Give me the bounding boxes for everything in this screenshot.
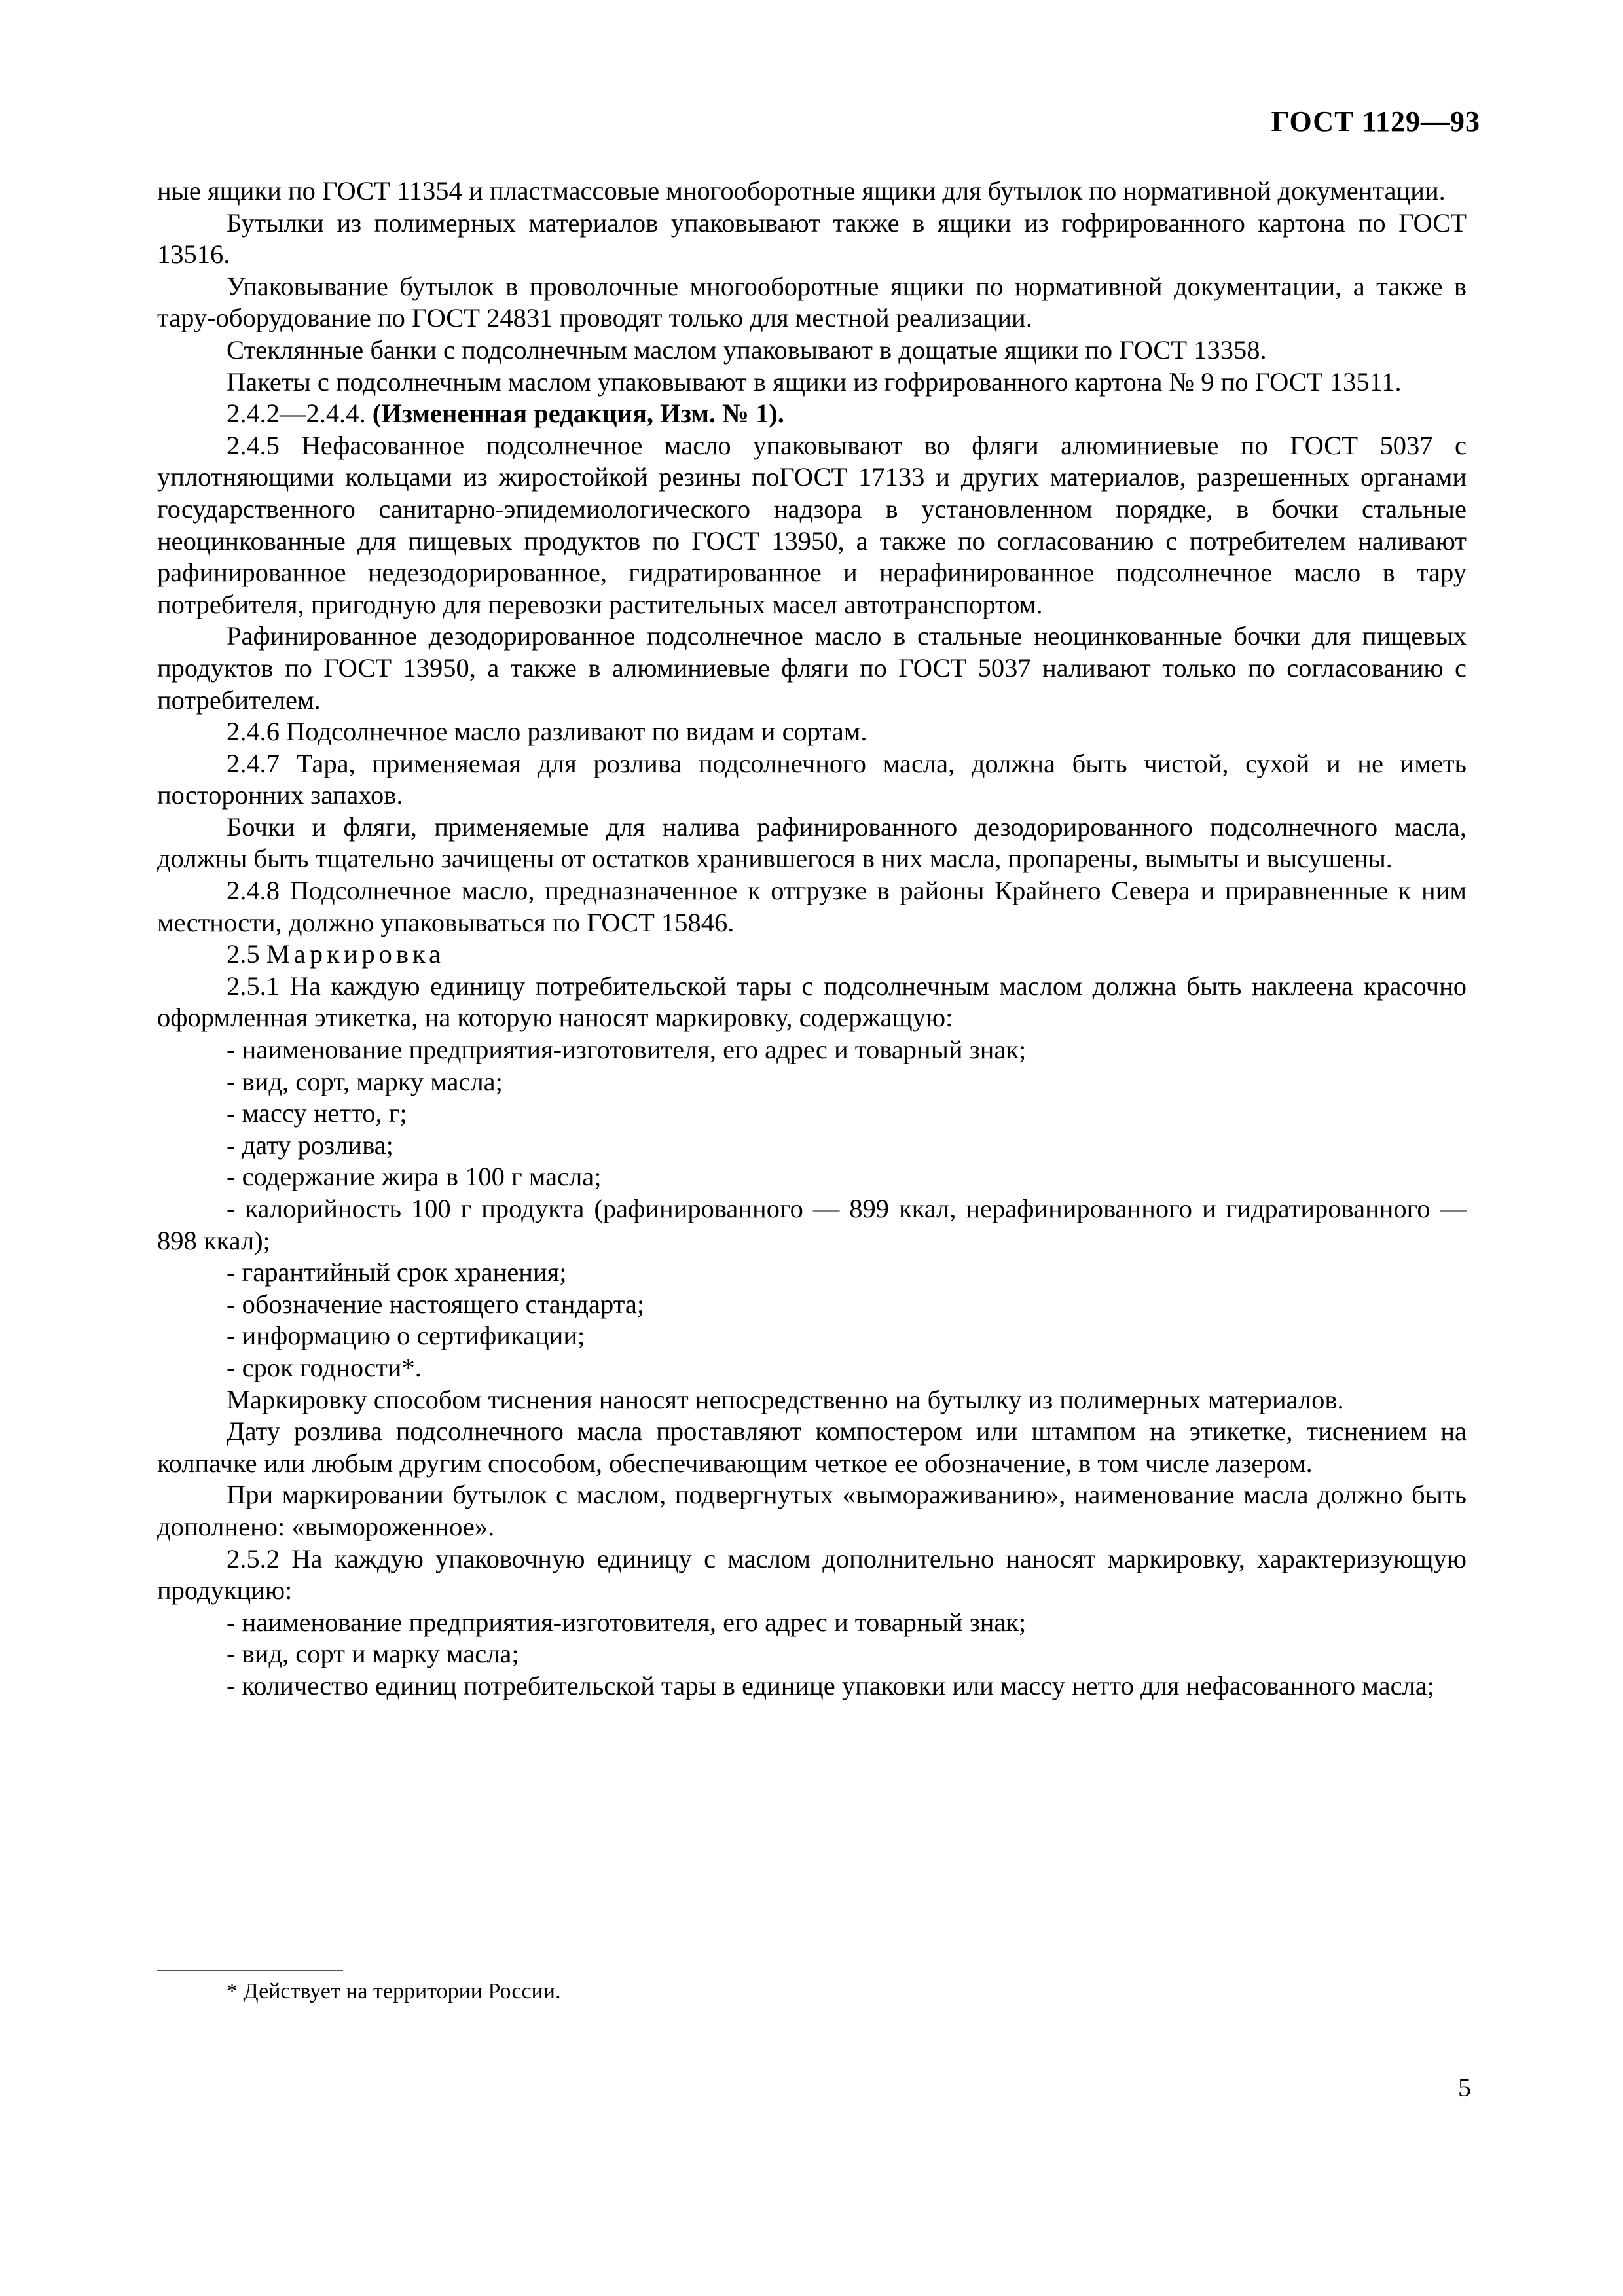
list-item: - вид, сорт, марку масла; xyxy=(227,1066,503,1096)
section-number: 2.5 xyxy=(227,939,260,969)
list-item: - наименование предприятия-изготовителя, его адрес и товарный знак; xyxy=(227,1035,1027,1065)
paragraph: 2.4.5 Нефасованное подсолнечное масло упаковывают во фляги алюминиевые по ГОСТ 5037 с уплотняющими кольцами из жиростойкой резины поГОСТ 17133 и других материалов, разрешенных органами государственного санитарно-эпидемиологического надзора в установленном порядке, в бочки стальные неоцинкованные для пищевых продуктов по ГОСТ 13950, а также по согласованию с потребителем наливают рафинированное недезодорированное, гидратированное и нерафинированное подсолнечное масло в тару потребителя, пригодную для перевозки растительных масел автотранспортом. xyxy=(157,430,1467,619)
paragraph: 2.4.7 Тара, применяемая для розлива подсолнечного масла, должна быть чистой, сухой и не иметь посторонних запахов. xyxy=(157,748,1467,810)
list-item: - срок годности*. xyxy=(227,1352,422,1382)
paragraph: При маркировании бутылок с маслом, подвергнутых «вымораживанию», наименование масла должно быть дополнено: «вымороженное». xyxy=(157,1480,1467,1541)
paragraph: 2.4.8 Подсолнечное масло, предназначенное к отгрузке в районы Крайнего Севера и приравненные к ним местности, должно упаковываться по ГОСТ 15846. xyxy=(157,876,1467,937)
paragraph: 2.5.2 На каждую упаковочную единицу с маслом дополнительно наносят маркировку, характеризующую продукцию: xyxy=(157,1543,1467,1605)
list-item: - массу нетто, г; xyxy=(227,1098,407,1128)
list-item: - информацию о сертификации; xyxy=(227,1321,585,1351)
list-item: - содержание жира в 100 г масла; xyxy=(227,1162,602,1192)
paragraph: Упаковывание бутылок в проволочные многооборотные ящики по нормативной документации, а также в тару-оборудование по ГОСТ 24831 проводят только для местной реализации. xyxy=(157,271,1467,333)
footnote-divider xyxy=(157,1970,343,1971)
paragraph: ные ящики по ГОСТ 11354 и пластмассовые многооборотные ящики для бутылок по нормативной документации. xyxy=(157,176,1446,206)
list-item: - вид, сорт и марку масла; xyxy=(227,1639,519,1669)
list-item: - наименование предприятия-изготовителя, его адрес и товарный знак; xyxy=(227,1607,1027,1637)
paragraph: Бутылки из полимерных материалов упаковывают также в ящики из гофрированного картона по ГОСТ 13516. xyxy=(157,207,1467,270)
paragraph: Бочки и фляги, применяемые для налива рафинированного дезодорированного подсолнечного масла, должны быть тщательно зачищены от остатков хранившегося в них масла, пропарены, вымыты и высушены. xyxy=(157,812,1467,874)
list-item: - калорийность 100 г продукта (рафинированного — 899 ккал, нерафинированного и гидратированного — 898 ккал); xyxy=(157,1194,1467,1255)
list-item: - обозначение настоящего стандарта; xyxy=(227,1289,645,1319)
paragraph: Маркировку способом тиснения наносят непосредственно на бутылку из полимерных материалов. xyxy=(227,1384,1344,1414)
list-item: - гарантийный срок хранения; xyxy=(227,1257,567,1287)
paragraph: 2.5.1 На каждую единицу потребительской тары с подсолнечным маслом должна быть наклеена красочно оформленная этикетка, на которую наносят маркировку, содержащую: xyxy=(157,971,1467,1033)
section-heading xyxy=(157,939,1467,971)
document-header: ГОСТ 1129—93 xyxy=(1271,105,1480,137)
list-item: - дату розлива; xyxy=(227,1130,393,1160)
page-number: 5 xyxy=(1458,2073,1471,2102)
amendment-note xyxy=(157,398,1467,430)
page-body xyxy=(157,175,1467,1702)
list-item: - количество единиц потребительской тары в единице упаковки или массу нетто для нефасованного масла; xyxy=(227,1670,1434,1700)
amendment-text: (Измененная редакция, Изм. № 1). xyxy=(372,399,784,429)
paragraph: Рафинированное дезодорированное подсолнечное масло в стальные неоцинкованные бочки для пищевых продуктов по ГОСТ 13950, а также в алюминиевые фляги по ГОСТ 5037 наливают только по согласованию с потребителем. xyxy=(157,621,1467,715)
paragraph: Дату розлива подсолнечного масла проставляют компостером или штампом на этикетке, тиснением на колпачке или любым другим способом, обеспечивающим четкое ее обозначение, в том числе лазером. xyxy=(157,1416,1467,1478)
paragraph: Стеклянные банки с подсолнечным маслом упаковывают в дощатые ящики по ГОСТ 13358. xyxy=(227,334,1267,365)
clause-number: 2.4.2—2.4.4. xyxy=(227,399,366,429)
footnote: * Действует на территории России. xyxy=(227,1979,561,2003)
paragraph: Пакеты с подсолнечным маслом упаковывают в ящики из гофрированного картона № 9 по ГОСТ 13511. xyxy=(227,367,1402,397)
section-title: Маркировка xyxy=(266,939,445,969)
paragraph: 2.4.6 Подсолнечное масло разливают по видам и сортам. xyxy=(227,717,867,747)
